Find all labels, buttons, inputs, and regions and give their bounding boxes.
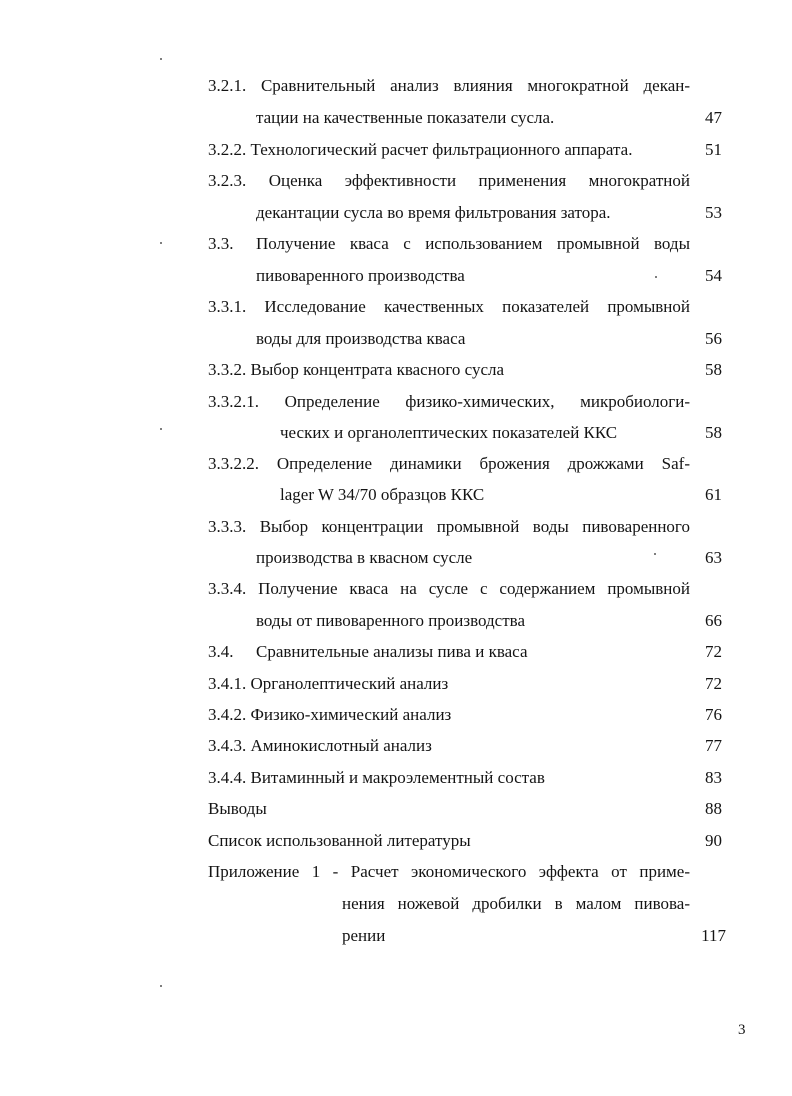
toc-line: Приложение 1 - Расчет экономического эффекта от приме- — [208, 862, 690, 881]
toc-page-number: 47 — [705, 108, 722, 127]
scan-speck — [654, 553, 656, 555]
toc-line: декантации сусла во время фильтрования затора. — [256, 203, 611, 222]
toc-line: Получение кваса с использованием промывной воды — [256, 234, 690, 253]
toc-line: lager W 34/70 образцов ККС — [280, 485, 485, 504]
toc-page-number: 66 — [705, 611, 722, 630]
toc-page-number: 76 — [705, 705, 722, 724]
toc-line: 3.2.3. Оценка эффективности применения многократной — [208, 171, 690, 190]
toc-page-number: 83 — [705, 768, 722, 787]
toc-page-number: 58 — [705, 423, 722, 442]
toc-line: 3.2.1. Сравнительный анализ влияния многократной декан- — [208, 76, 690, 95]
toc-line: пивоваренного производства — [256, 266, 465, 285]
toc-page-number: 72 — [705, 674, 722, 693]
toc-page-number: 53 — [705, 203, 722, 222]
scan-speck — [160, 242, 162, 244]
scan-speck — [655, 276, 657, 278]
page-number: 3 — [738, 1022, 746, 1038]
toc-line: Список использованной литературы — [208, 831, 471, 850]
toc-line: нения ножевой дробилки в малом пивова- — [342, 894, 690, 913]
toc-line: 3.4.2. Физико-химический анализ — [208, 705, 452, 724]
toc-line: рении — [342, 926, 386, 945]
toc-page-number: 63 — [705, 548, 722, 567]
toc-section-number: 3.4. — [208, 642, 234, 661]
toc-line: 3.3.2.2. Определение динамики брожения дрожжами Saf- — [208, 454, 690, 473]
toc-page-number: 77 — [705, 736, 722, 755]
toc-page-number: 61 — [705, 485, 722, 504]
toc-page-number: 88 — [705, 799, 722, 818]
toc-section-number: 3.3. — [208, 234, 234, 253]
toc-line: 3.3.2.1. Определение физико-химических, микробиологи- — [208, 392, 690, 411]
toc-page-number: 72 — [705, 642, 722, 661]
toc-line: 3.4.4. Витаминный и макроэлементный состав — [208, 768, 545, 787]
scan-speck — [160, 985, 162, 987]
toc-line: тации на качественные показатели сусла. — [256, 108, 555, 127]
scan-speck — [160, 428, 162, 430]
toc-line: производства в квасном сусле — [256, 548, 473, 567]
toc-line: 3.3.1. Исследование качественных показателей промывной — [208, 297, 690, 316]
toc-line: 3.2.2. Технологический расчет фильтрационного аппарата. — [208, 140, 633, 159]
toc-line: 3.3.4. Получение кваса на сусле с содержанием промывной — [208, 579, 690, 598]
toc-line: 3.3.2. Выбор концентрата квасного сусла — [208, 360, 505, 379]
toc-page-number: 54 — [705, 266, 722, 285]
toc-page-number: 90 — [705, 831, 722, 850]
toc-line: 3.3.3. Выбор концентрации промывной воды пивоваренного — [208, 517, 690, 536]
toc-line: 3.4.3. Аминокислотный анализ — [208, 736, 432, 755]
toc-page-number: 117 — [701, 926, 726, 945]
scan-speck — [160, 58, 162, 60]
toc-page-number: 51 — [705, 140, 722, 159]
toc-line: воды от пивоваренного производства — [256, 611, 525, 630]
toc-line: ческих и органолептических показателей ККС — [280, 423, 618, 442]
toc-line: воды для производства кваса — [256, 329, 466, 348]
toc-line: Сравнительные анализы пива и кваса — [256, 642, 528, 661]
toc-page-number: 58 — [705, 360, 722, 379]
toc-page-number: 56 — [705, 329, 722, 348]
toc-line: 3.4.1. Органолептический анализ — [208, 674, 449, 693]
toc-line: Выводы — [208, 799, 267, 818]
